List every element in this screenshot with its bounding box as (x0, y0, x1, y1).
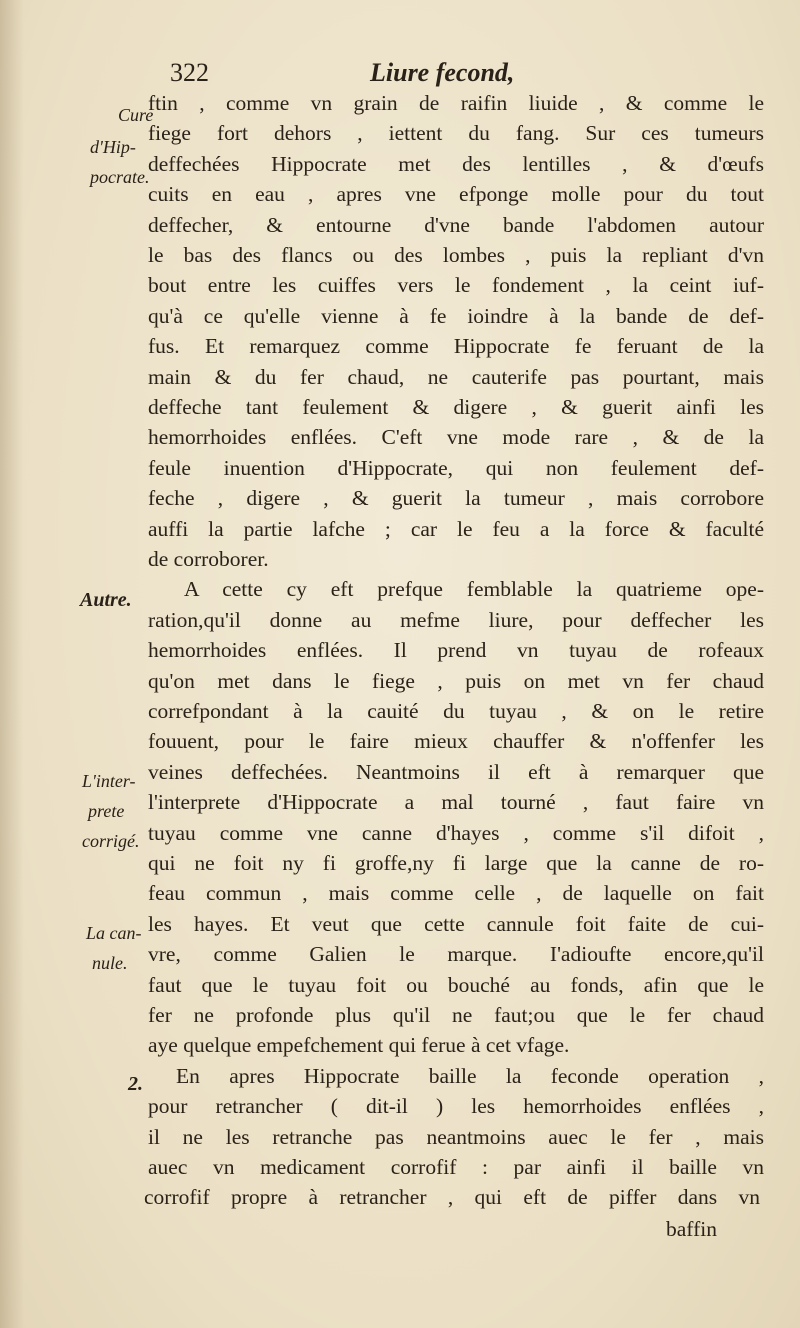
text-line: qui ne foit ny fi groffe,ny fi large que la canne de ro- (148, 851, 764, 875)
margin-note-line: Cure (118, 105, 154, 125)
margin-note-line: Autre. (80, 589, 132, 611)
text-line: les hayes. Et veut que cette cannule foit faite de cui- (148, 911, 764, 936)
margin-note-line: 2. (128, 1073, 143, 1095)
text-line: aye quelque empefchement qui ferue à cet vfage. (148, 1033, 570, 1058)
text-line: vre, comme Galien le marque. I'adioufte encore,qu'il (148, 942, 764, 967)
text-line: feule inuention d'Hippocrate, qui non feulement def- (148, 455, 764, 480)
text-line: deffecher, & entourne d'vne bande l'abdomen autour (148, 212, 764, 237)
text-line: veines deffechées. Neantmoins il eft à remarquer que (148, 759, 764, 784)
text-line: hemorrhoides enflées. Il prend vn tuyau de rofeaux (148, 638, 764, 663)
text-line: auec vn medicament corrofif : par ainfi il baille vn (148, 1155, 764, 1179)
margin-note-line: d'Hip- (90, 137, 136, 157)
text-line: l'interprete d'Hippocrate a mal tourné , faut faire vn (148, 790, 764, 815)
text-line: En apres Hippocrate baille la feconde operation , (176, 1063, 764, 1088)
text-line: hemorrhoides enflées. C'eft vne mode rare , & de la (148, 425, 764, 450)
text-line: fer ne profonde plus qu'il ne faut;ou que le fer chaud (148, 1003, 764, 1027)
text-line: corrofif propre à retrancher , qui eft de piffer dans vn (144, 1185, 760, 1210)
text-line: de corroborer. (148, 547, 269, 571)
text-line: bout entre les cuiffes vers le fondement , la ceint iuf- (148, 273, 764, 298)
margin-note-line: nule. (92, 953, 128, 973)
running-title: Liure fecond, (370, 58, 515, 87)
text-line: fouuent, pour le faire mieux chauffer & n'offenfer les (148, 729, 764, 754)
text-line: pour retrancher ( dit-il ) les hemorrhoides enflées , (148, 1094, 764, 1119)
text-line: tuyau comme vne canne d'hayes , comme s'il difoit , (148, 820, 764, 845)
text-line: ration,qu'il donne au mefme liure, pour deffecher les (148, 607, 764, 632)
binding-shadow (0, 0, 24, 1328)
text-line: cuits en eau , apres vne efponge molle pour du tout (148, 182, 764, 207)
margin-note-line: corrigé. (82, 831, 140, 851)
text-line: auffi la partie lafche ; car le feu a la force & faculté (148, 516, 764, 541)
text-line: feche , digere , & guerit la tumeur , mais corrobore (148, 486, 764, 511)
catchword: baffin (666, 1217, 717, 1241)
text-line: A cette cy eft prefque femblable la quatrieme ope- (184, 577, 764, 602)
margin-note-line: L'inter- (82, 771, 136, 791)
text-line: fus. Et remarquez comme Hippocrate fe feruant de la (148, 334, 764, 359)
text-line: feau commun , mais comme celle , de laquelle on fait (148, 881, 764, 906)
margin-note-line: prete (88, 801, 125, 821)
text-line: correfpondant à la cauité du tuyau , & on le retire (148, 699, 764, 723)
text-line: fiege fort dehors , iettent du fang. Sur ces tumeurs (148, 121, 764, 146)
margin-note-line: La can- (86, 923, 142, 943)
text-line: faut que le tuyau foit ou bouché au fonds, afin que le (148, 972, 764, 997)
margin-note-line: pocrate. (90, 167, 150, 187)
text-line: main & du fer chaud, ne cauterife pas pourtant, mais (148, 364, 764, 389)
text-line: ftin , comme vn grain de raifin liuide , & comme le (148, 91, 764, 115)
text-line: deffechées Hippocrate met des lentilles , & d'œufs (148, 151, 764, 176)
page-number: 322 (170, 58, 209, 87)
text-line: le bas des flancs ou des lombes , puis la repliant d'vn (148, 243, 764, 267)
text-line: qu'on met dans le fiege , puis on met vn fer chaud (148, 668, 764, 693)
text-line: deffeche tant feulement & digere , & guerit ainfi les (148, 395, 764, 419)
text-line: il ne les retranche pas neantmoins auec le fer , mais (148, 1124, 764, 1149)
text-line: qu'à ce qu'elle vienne à fe ioindre à la bande de def- (148, 303, 764, 328)
